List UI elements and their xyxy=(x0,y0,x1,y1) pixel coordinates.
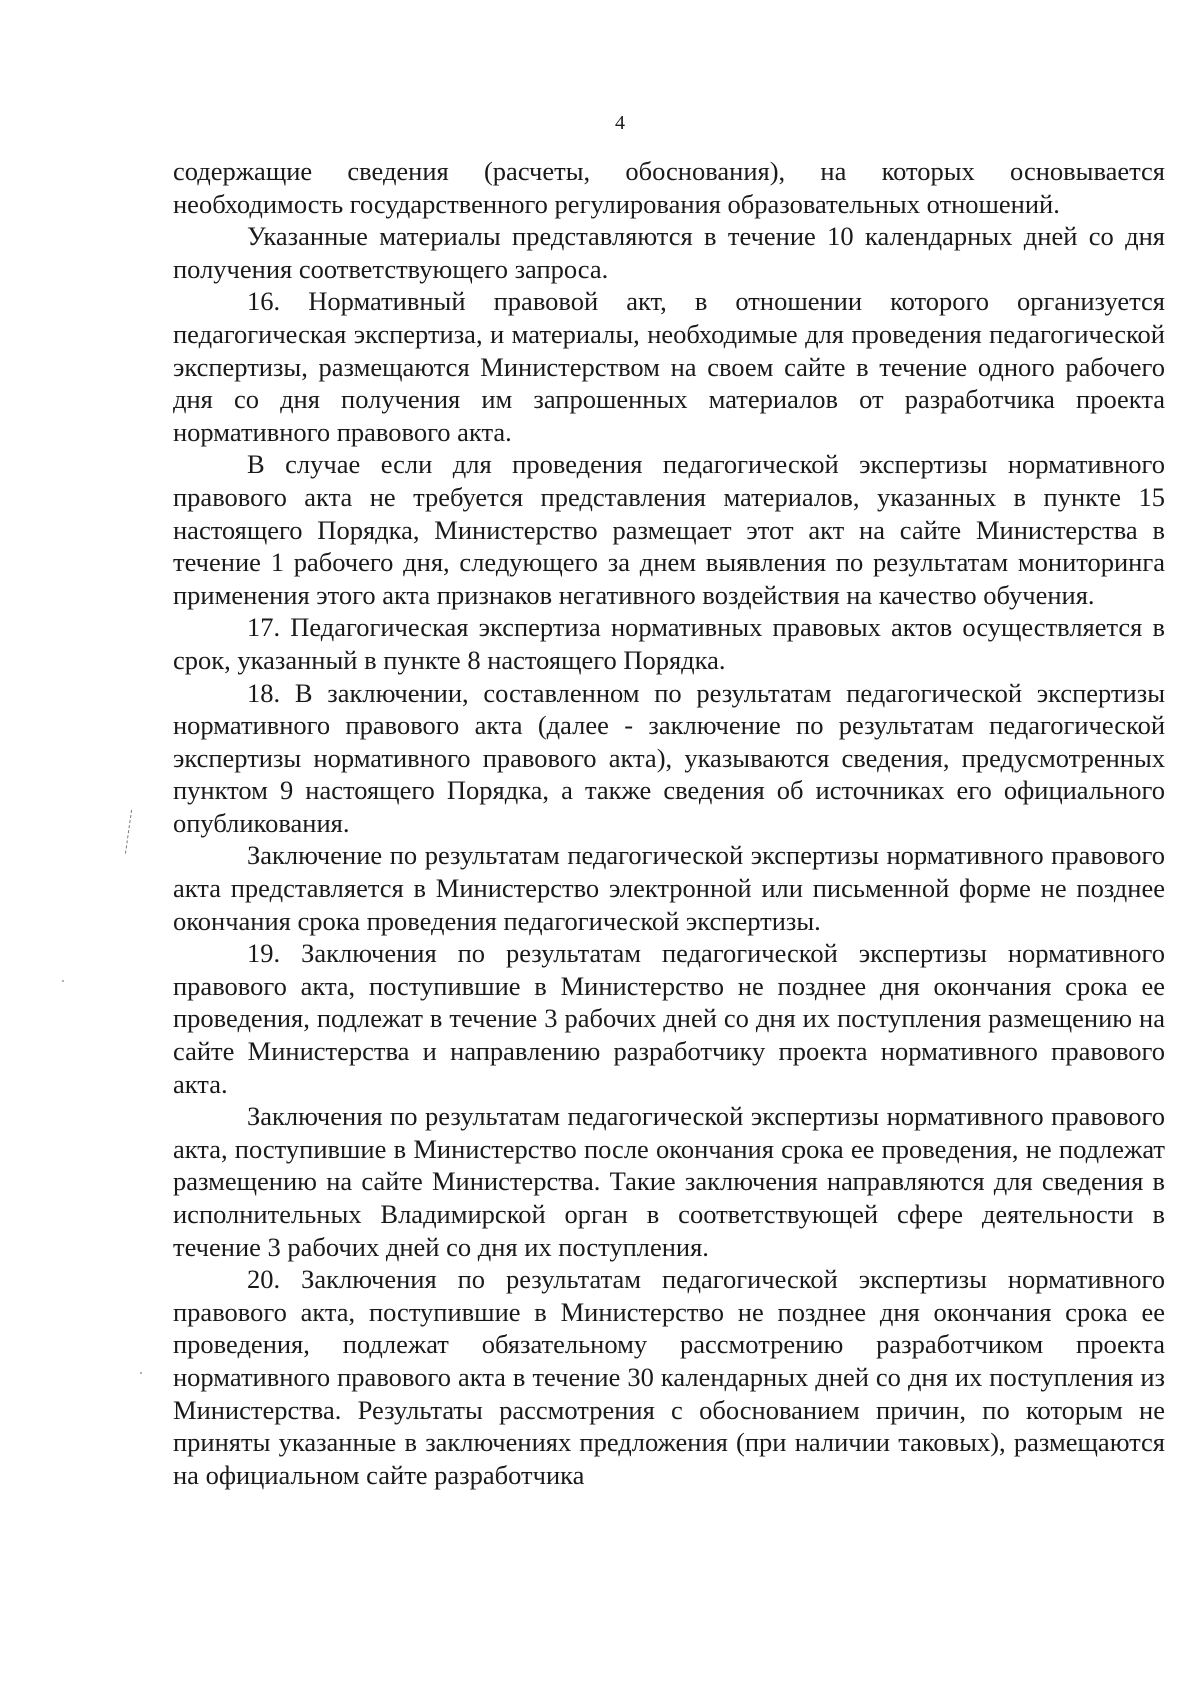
paragraph-item-20: 20. Заключения по результатам педагогической экспертизы нормативного правового акта, поступившие в Министерство не позднее дня окончания срока ее проведения, подлежат обязательному рассмотрению разработчиком проекта нормативного правового акта в течение 30 календарных дней со дня их поступления из Министерства. Результаты рассмотрения с обоснованием причин, по которым не приняты указанные в заключениях предложения (при наличии таковых), размещаются на официальном сайте разработчика xyxy=(173,1264,1165,1490)
paragraph-item-17: 17. Педагогическая экспертиза нормативных правовых актов осуществляется в срок, указанный в пункте 8 настоящего Порядка. xyxy=(173,612,1165,675)
scan-speck xyxy=(62,980,64,982)
margin-pen-mark xyxy=(125,810,136,854)
page-number: 4 xyxy=(615,112,625,134)
paragraph-continuation: содержащие сведения (расчеты, обоснования), на которых основывается необходимость государственного регулирования образовательных отношений. xyxy=(173,156,1165,219)
paragraph-materials-deadline: Указанные материалы представляются в течение 10 календарных дней со дня получения соответствующего запроса. xyxy=(173,221,1165,284)
paragraph-item-16-case: В случае если для проведения педагогической экспертизы нормативного правового акта не требуется представления материалов, указанных в пункте 15 настоящего Порядка, Министерство размещает этот акт на сайте Министерства в течение 1 рабочего дня, следующего за днем выявления по результатам мониторинга применения этого акта признаков негативного воздействия на качество обучения. xyxy=(173,449,1165,610)
paragraph-item-18: 18. В заключении, составленном по результатам педагогической экспертизы нормативного правового акта (далее - заключение по результатам педагогической экспертизы нормативного правового акта), указываются сведения, предусмотренных пунктом 9 настоящего Порядка, а также сведения об источниках его официального опубликования. xyxy=(173,677,1165,838)
scan-speck xyxy=(140,1372,142,1374)
paragraph-item-19-late: Заключения по результатам педагогической экспертизы нормативного правового акта, поступившие в Министерство после окончания срока ее проведения, не подлежат размещению на сайте Министерства. Такие заключения направляются для сведения в исполнительных Владимирской орган в соответствующей сфере деятельности в течение 3 рабочих дней со дня их поступления. xyxy=(173,1101,1165,1262)
paragraph-item-18-conclusion: Заключение по результатам педагогической экспертизы нормативного правового акта представляется в Министерство электронной или письменной форме не позднее окончания срока проведения педагогической экспертизы. xyxy=(173,840,1165,936)
paragraph-item-19: 19. Заключения по результатам педагогической экспертизы нормативного правового акта, поступившие в Министерство не позднее дня окончания срока ее проведения, подлежат в течение 3 рабочих дней со дня их поступления размещению на сайте Министерства и направлению разработчику проекта нормативного правового акта. xyxy=(173,938,1165,1099)
document-body xyxy=(173,155,1165,1491)
paragraph-item-16: 16. Нормативный правовой акт, в отношении которого организуется педагогическая экспертиза, и материалы, необходимые для проведения педагогической экспертизы, размещаются Министерством на своем сайте в течение одного рабочего дня со дня получения им запрошенных материалов от разработчика проекта нормативного правового акта. xyxy=(173,286,1165,447)
